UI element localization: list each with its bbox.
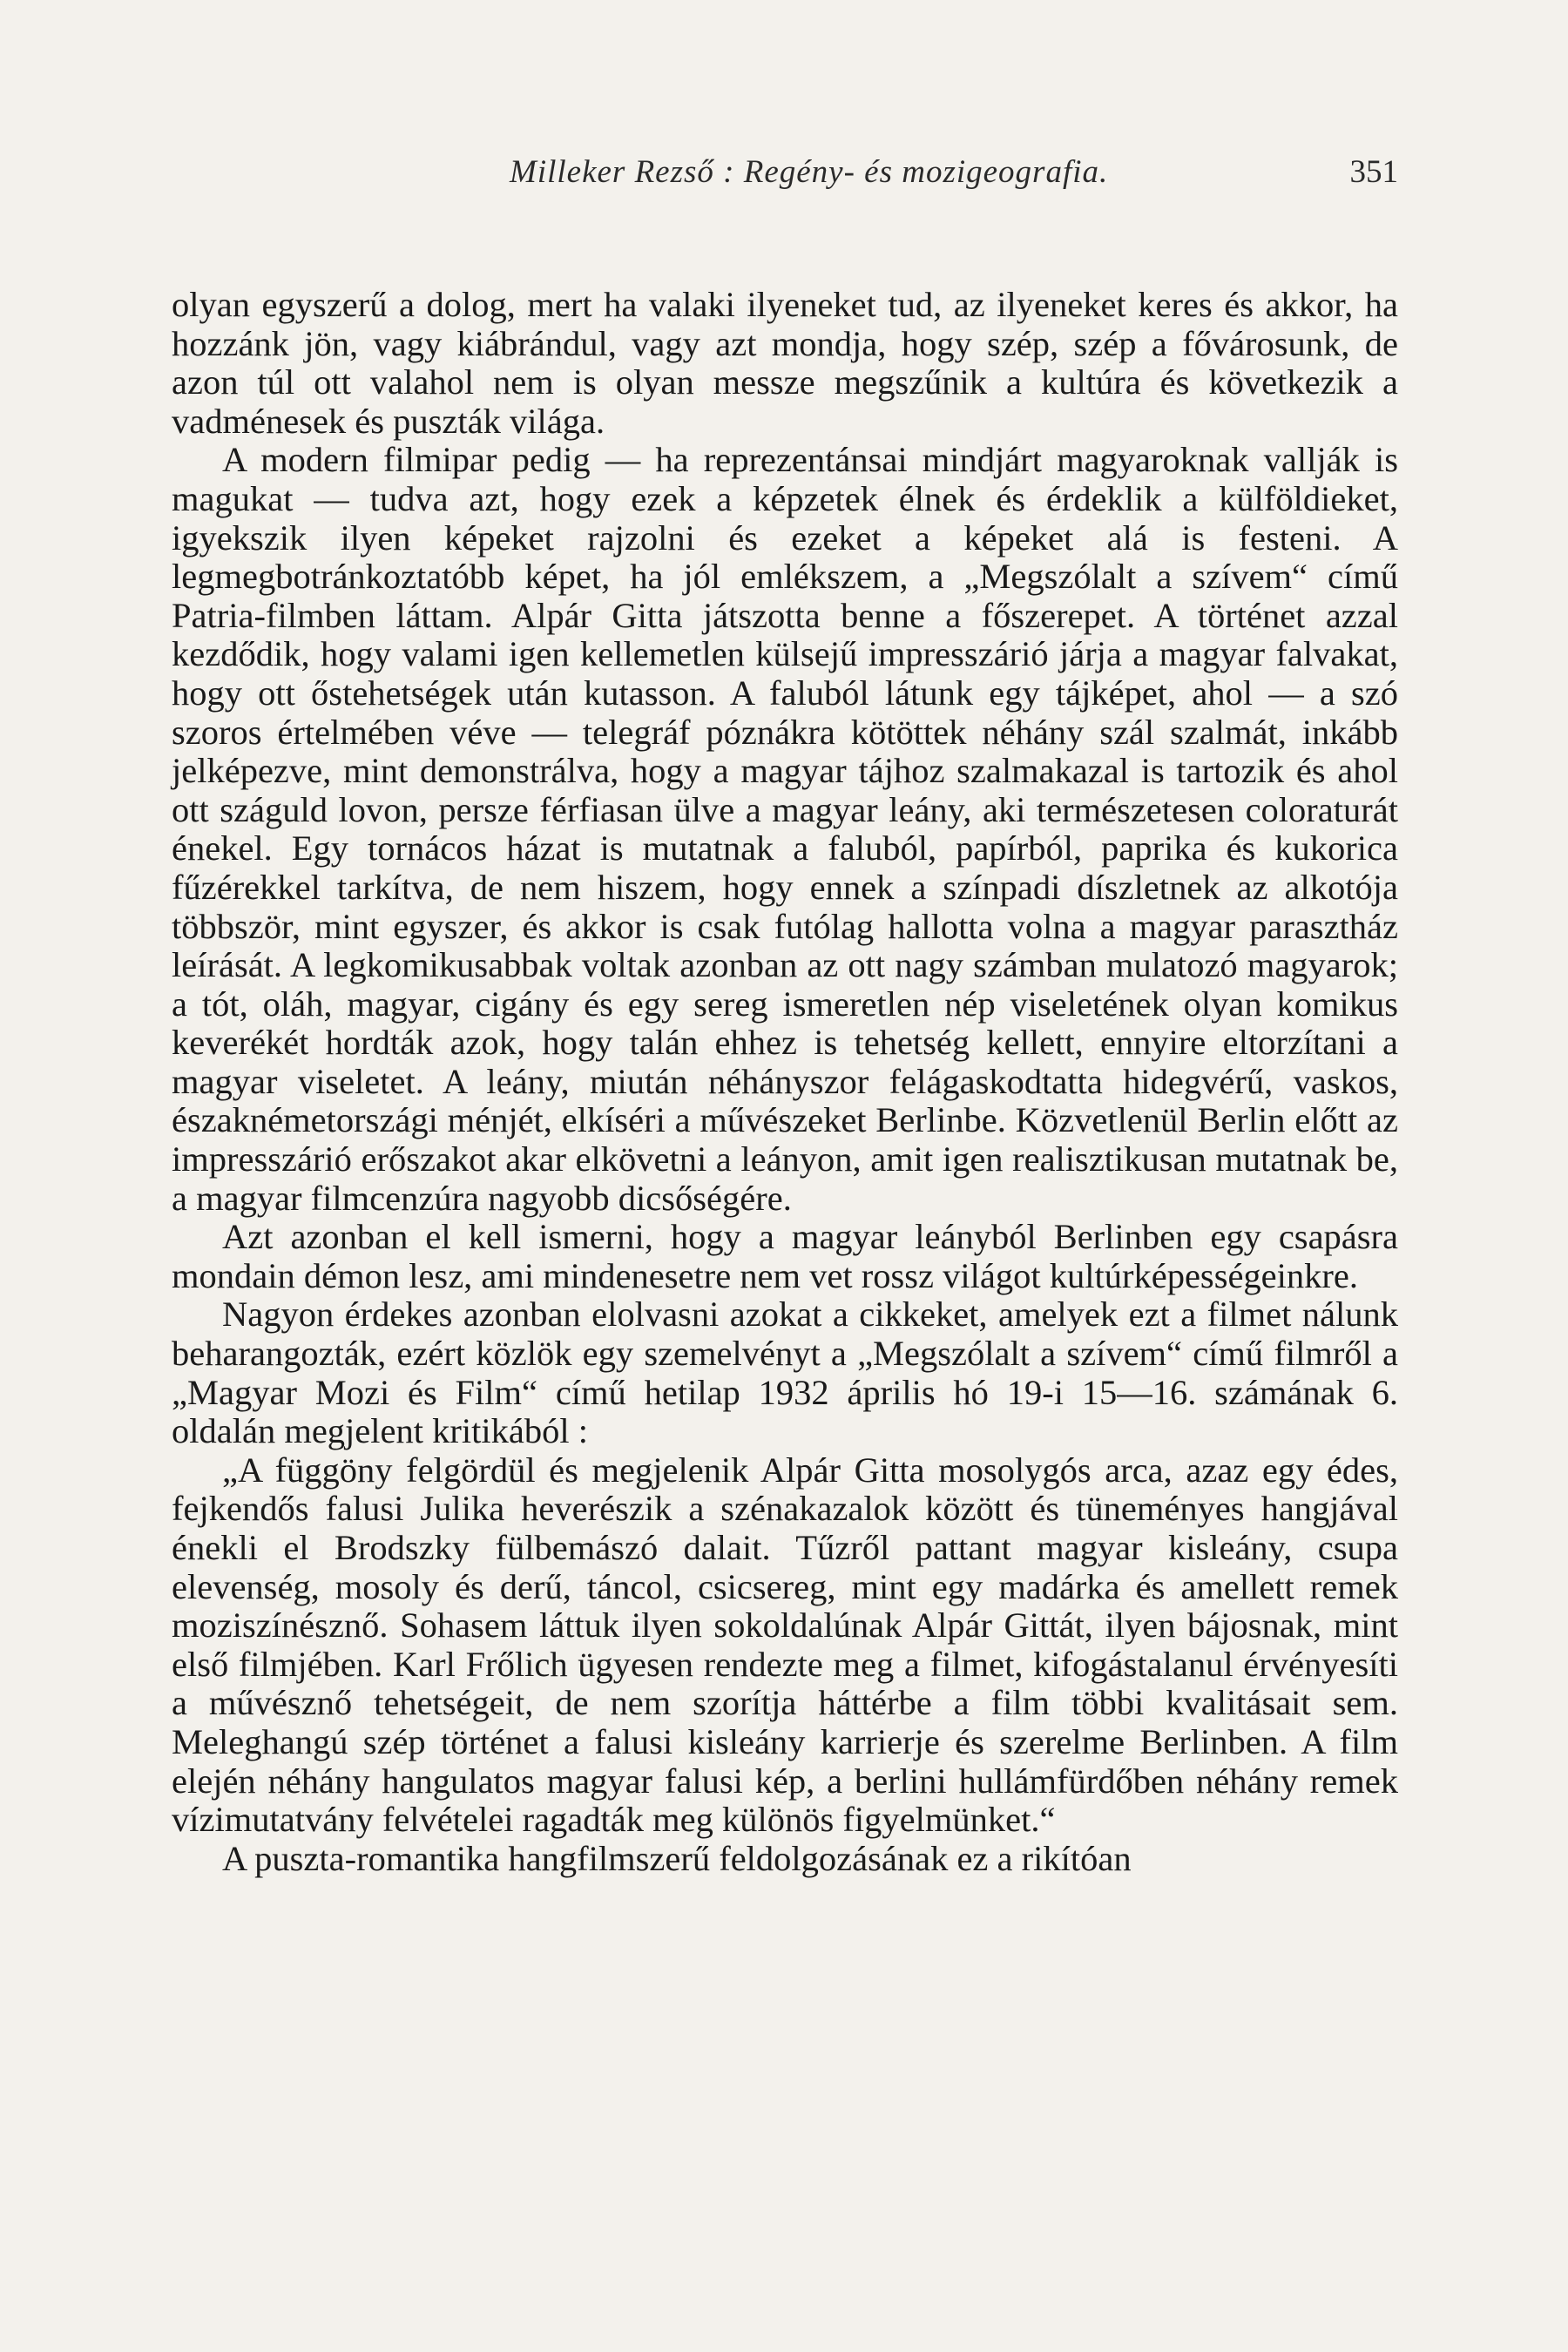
quoted-review: „A függöny felgördül és megjelenik Alpár Gitta mosolygós arca, azaz egy édes, fejkendős falusi Julika heverészik a szénakazalok között és tüneményes hangjával énekli el Brodszky fülbemászó dalait. Tűzről pattant magyar kisleány, csupa elevenség, mosoly és derű, táncol, csicsereg, mint egy madárka és amellett remek moziszínésznő. Sohasem láttuk ilyen sokoldalúnak Alpár Gittát, ilyen bájosnak, mint első filmjében. Karl Frőlich ügyesen rendezte meg a filmet, kifogástalanul érvényesíti a művésznő tehetségeit, de nem szorítja háttérbe a film többi kvalitásait sem. Meleghangú szép történet a falusi kisleány karrierje és szerelme Berlinben. A film elején néhány hangulatos magyar falusi kép, a berlini hullámfürdőben néhány remek vízimutatvány felvételei ragadták meg különös figyelmünket.“ bbox=[172, 1450, 1398, 1840]
running-header bbox=[172, 153, 1398, 197]
paragraph: A puszta-romantika hangfilmszerű feldolgozásának ez a rikítóan bbox=[222, 1838, 1132, 1878]
paragraph: A modern filmipar pedig — ha reprezentánsai mindjárt magyaroknak vallják is magukat — tudva azt, hogy ezek a képzetek élnek és érdeklik a külföldieket, igyekszik ilyen képeket rajzolni és ezeket a képeket alá is festeni. A legmegbotránkoztatóbb képet, ha jól emlékszem, a „Megszólalt a szívem“ című Patria-filmben láttam. Alpár Gitta játszotta benne a főszerepet. A történet azzal kezdődik, hogy valami igen kellemetlen külsejű impresszárió járja a magyar falvakat, hogy ott őstehetségek után kutasson. A faluból látunk egy tájképet, ahol — a szó szoros értelmében véve — telegráf póznákra kötöttek néhány szál szalmát, inkább jelképezve, mint demonstrálva, hogy a magyar tájhoz szalmakazal is tartozik és ahol ott száguld lovon, persze férfiasan ülve a magyar leány, aki természetesen coloraturát énekel. Egy tornácos házat is mutatnak a faluból, papírból, paprika és kukorica fűzérekkel tarkítva, de nem hiszem, hogy ennek a színpadi díszletnek az alkotója többször, mint egyszer, és akkor is csak futólag hallotta volna a magyar parasztház leírását. A legkomikusabbak voltak azonban az ott nagy számban mulatozó magyarok; a tót, oláh, magyar, cigány és egy sereg ismeretlen nép viseletének olyan komikus keverékét hordták azok, hogy talán ehhez is tehetség kellett, ennyire eltorzítani a magyar viseletet. A leány, miután néhányszor felágaskodtatta hidegvérű, vaskos, északnémetországi ménjét, elkíséri a művészeket Berlinbe. Közvetlenül Berlin előtt az impresszárió erőszakot akar elkövetni a leányon, amit igen realisztikusan mutatnak be, a magyar filmcenzúra nagyobb dicsőségére. bbox=[172, 440, 1398, 1218]
running-title: Milleker Rezső : Regény- és mozigeografia. bbox=[510, 154, 1109, 190]
body-text bbox=[172, 286, 1398, 1878]
paragraph: Azt azonban el kell ismerni, hogy a magyar leányból Berlinben egy csapásra mondain démon lesz, ami mindenesetre nem vet rossz világot kultúrképességeinkre. bbox=[172, 1217, 1398, 1295]
paragraph: Nagyon érdekes azonban elolvasni azokat a cikkeket, amelyek ezt a filmet nálunk beharangozták, ezért közlök egy szemelvényt a „Megszólalt a szívem“ című filmről a „Magyar Mozi és Film“ című hetilap 1932 április hó 19-i 15—16. számának 6. oldalán megjelent kritikából : bbox=[172, 1294, 1398, 1451]
page-number: 351 bbox=[1349, 154, 1398, 190]
paragraph: olyan egyszerű a dolog, mert ha valaki ilyeneket tud, az ilyeneket keres és akkor, ha hozzánk jön, vagy kiábrándul, vagy azt mondja, hogy szép, szép a fővárosunk, de azon túl ott valahol nem is olyan messze megszűnik a kultúra és következik a vadménesek és puszták világa. bbox=[172, 285, 1398, 441]
